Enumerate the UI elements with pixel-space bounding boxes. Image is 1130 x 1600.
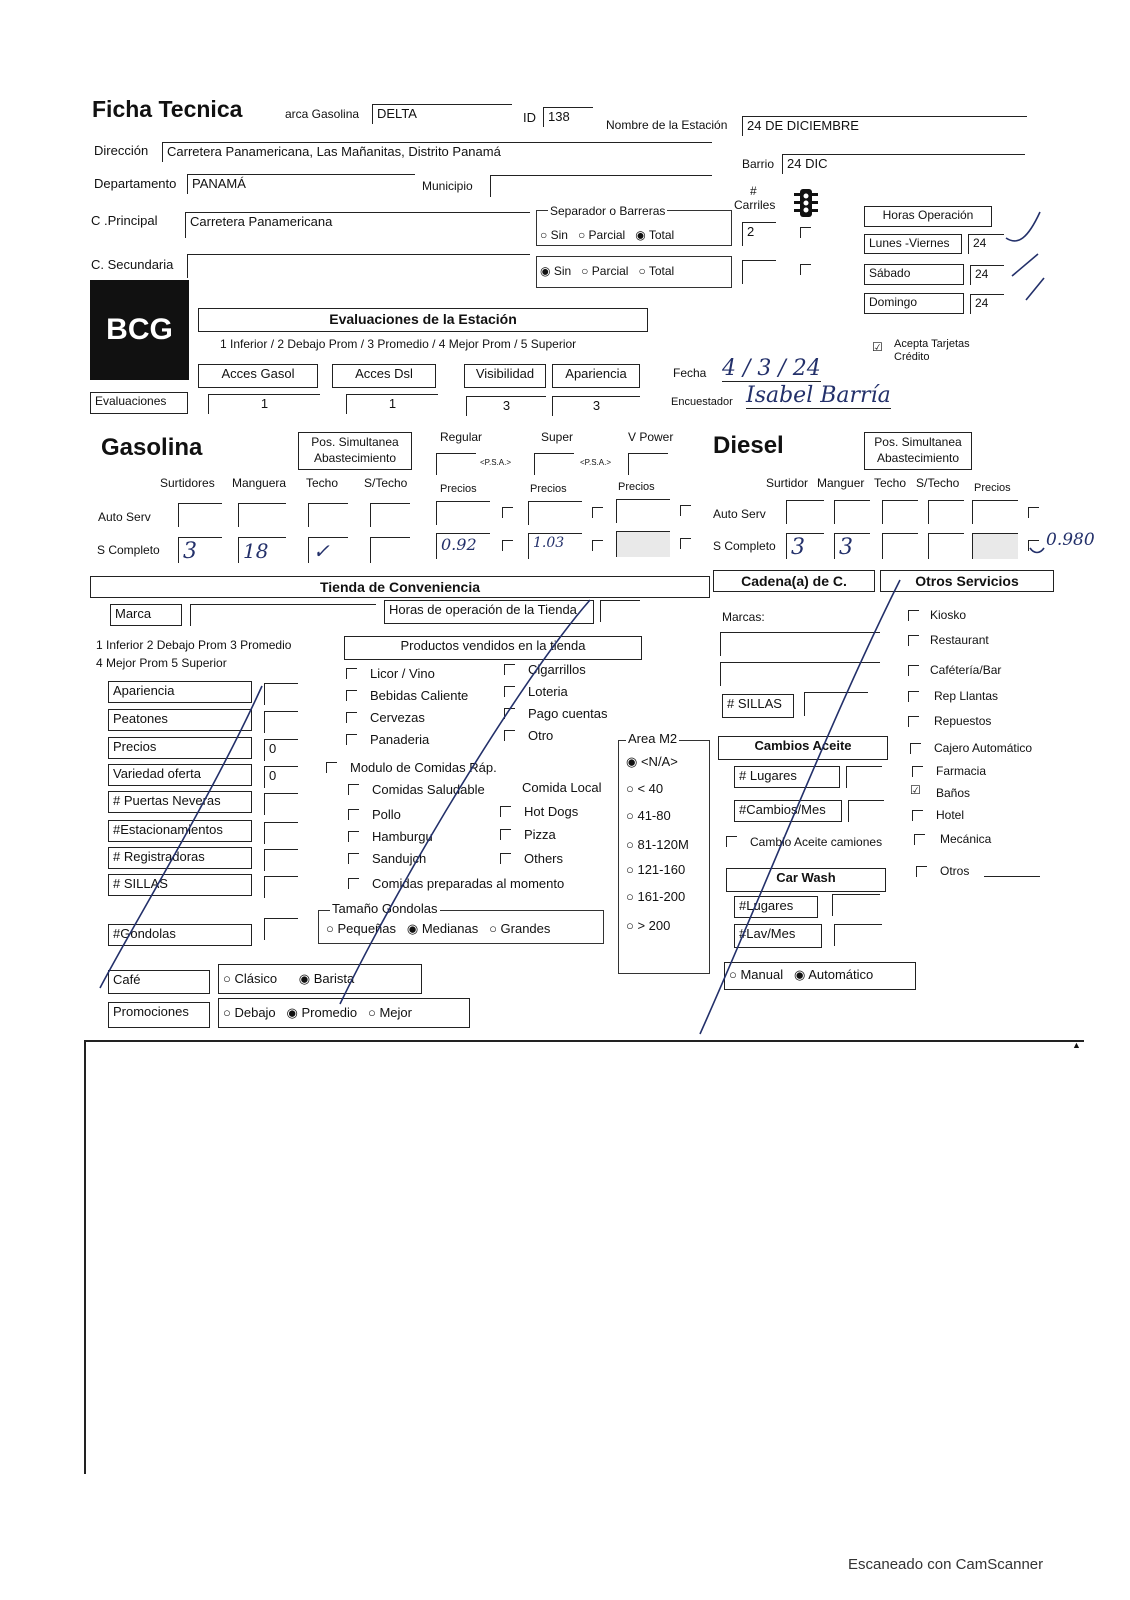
diesel-title: Diesel <box>713 432 784 459</box>
radio-pequenas[interactable]: ○ Pequeñas <box>326 921 397 936</box>
carriles-field-1[interactable]: 2 <box>742 222 776 246</box>
col-stecho: S/Techo <box>364 476 408 490</box>
cprincipal-label: C .Principal <box>91 213 158 228</box>
prod-panaderia: Panaderia <box>370 732 430 747</box>
direccion-field[interactable]: Carretera Panamericana, Las Mañanitas, Distrito Panamá <box>162 142 712 162</box>
departamento-field[interactable]: PANAMÁ <box>187 174 415 194</box>
psa-label-1: <P.S.A.> <box>480 458 511 467</box>
rating-puertas-label: # Puertas Neveras <box>108 791 252 813</box>
rating-precios-label: Precios <box>108 737 252 759</box>
rating-variedad-field[interactable]: 0 <box>264 766 298 788</box>
notes-marker: ▲ <box>1072 1040 1081 1050</box>
radio-barista[interactable]: ◉ Barista <box>298 971 355 986</box>
sabado-field[interactable]: 24 <box>970 265 1004 285</box>
eval-acces-gasol-label: Acces Gasol <box>198 364 318 388</box>
modulo-label: Modulo de Comidas Ráp. <box>350 760 497 775</box>
dsl-col-manguer: Manguer <box>817 476 865 490</box>
id-label: ID <box>523 110 536 125</box>
page-title: Ficha Tecnica <box>92 96 243 122</box>
otros-otros: Otros <box>940 864 970 878</box>
cambios-lugares-label: # Lugares <box>734 766 840 788</box>
municipio-label: Municipio <box>422 179 473 193</box>
otros-restaurant: Restaurant <box>930 633 989 647</box>
area-opt-80[interactable]: ○ 41-80 <box>626 808 671 823</box>
evaluaciones-row-label: Evaluaciones <box>90 392 188 414</box>
area-opt-40[interactable]: ○ < 40 <box>626 781 664 796</box>
regular-label: Regular <box>440 430 483 444</box>
horas-title: Horas Operación <box>864 206 992 227</box>
prod-bebidas: Bebidas Caliente <box>370 688 469 703</box>
rating-peatones-label: Peatones <box>108 709 252 731</box>
barrio-label: Barrio <box>742 157 775 171</box>
radio-parcial-2[interactable]: ○ Parcial <box>581 264 629 278</box>
estacion-field[interactable]: 24 DE DICIEMBRE <box>742 116 1027 136</box>
tienda-title: Tienda de Conveniencia <box>90 576 710 598</box>
prod-otro: Otro <box>528 728 554 743</box>
psa-label-2: <P.S.A.> <box>580 458 611 467</box>
dsl-precio-handwritten: 0.980 <box>1046 530 1095 550</box>
comida-sandujch: Sandujch <box>372 851 427 866</box>
col-techo: Techo <box>306 476 339 490</box>
otros-hotel: Hotel <box>936 808 965 822</box>
rating-apariencia-label: Apariencia <box>108 681 252 703</box>
otros-repuestos: Repuestos <box>934 714 992 728</box>
encuestador-label: Encuestador <box>671 396 733 408</box>
cafe-label: Café <box>108 970 210 994</box>
fecha-value[interactable]: 4 / 3 / 24 <box>722 356 821 381</box>
super-label: Super <box>541 430 574 444</box>
lunes-field[interactable]: 24 <box>968 234 1004 254</box>
radio-sin-2[interactable]: ◉ Sin <box>540 264 572 278</box>
evaluaciones-scale: 1 Inferior / 2 Debajo Prom / 3 Promedio / 4 Mejor Prom / 5 Superior <box>220 337 577 351</box>
comida-saludable: Comidas Saludable <box>372 782 485 797</box>
dsl-col-precios: Precios <box>974 482 1011 494</box>
prod-pago: Pago cuentas <box>528 706 608 721</box>
otros-banos: Baños <box>936 786 971 800</box>
barrio-field[interactable]: 24 DIC <box>782 154 1025 174</box>
cadena-title: Cadena(a) de C. <box>713 570 875 592</box>
gas-completo-techo[interactable]: ✓ <box>308 537 348 563</box>
prod-cigarrillos: Cigarrillos <box>528 662 586 677</box>
eval-visibilidad-field[interactable]: 3 <box>466 396 546 416</box>
col-manguera: Manguera <box>232 476 287 490</box>
tienda-scale-1: 1 Inferior 2 Debajo Prom 3 Promedio <box>96 638 292 652</box>
acepta-check[interactable]: ☑ <box>872 340 883 354</box>
separador-title: Separador o Barreras <box>550 204 666 218</box>
eval-apariencia-label: Apariencia <box>552 364 640 388</box>
cadena-sillas-label: # SILLAS <box>722 694 794 718</box>
dsl-col-stecho: S/Techo <box>916 476 960 490</box>
fecha-label: Fecha <box>673 366 707 380</box>
comida-others: Others <box>524 851 564 866</box>
marcas-label: Marcas: <box>722 610 765 624</box>
csecundaria-label: C. Secundaria <box>91 257 174 272</box>
tienda-scale-2: 4 Mejor Prom 5 Superior <box>96 656 227 670</box>
domingo-label: Domingo <box>864 293 964 314</box>
bcg-logo: BCG <box>90 280 189 380</box>
gas-completo-manguera[interactable]: 18 <box>238 537 286 563</box>
otros-farmacia: Farmacia <box>936 764 987 778</box>
gas-auto-label: Auto Serv <box>98 510 151 524</box>
tamano-title: Tamaño Gondolas <box>332 901 438 916</box>
radio-promedio[interactable]: ◉ Promedio <box>286 1005 358 1020</box>
area-opt-more[interactable]: ○ > 200 <box>626 918 671 933</box>
marca-label: arca Gasolina <box>285 107 360 121</box>
cambios-mes-label: #Cambios/Mes <box>734 800 842 822</box>
precios-vpower-label: Precios <box>618 481 655 493</box>
area-opt-200[interactable]: ○ 161-200 <box>626 889 686 904</box>
radio-clasico[interactable]: ○ Clásico <box>223 971 278 986</box>
otros-cajero: Cajero Automático <box>934 741 1033 755</box>
eval-apariencia-field[interactable]: 3 <box>552 396 640 416</box>
radio-debajo[interactable]: ○ Debajo <box>223 1005 276 1020</box>
domingo-field[interactable]: 24 <box>970 294 1004 314</box>
prod-cervezas: Cervezas <box>370 710 425 725</box>
otros-title: Otros Servicios <box>880 570 1054 592</box>
rating-precios-field[interactable]: 0 <box>264 739 298 761</box>
radio-total-1[interactable]: ◉ Total <box>635 228 675 242</box>
eval-acces-dsl-field[interactable]: 1 <box>346 394 438 414</box>
diesel-pos-label: Pos. Simultanea Abastecimiento <box>864 432 972 470</box>
carwash-title: Car Wash <box>726 868 886 892</box>
vpower-label: V Power <box>628 430 674 444</box>
radio-automatico[interactable]: ◉ Automático <box>793 967 874 982</box>
chk-banos[interactable]: ☑ <box>910 783 921 797</box>
gasolina-title: Gasolina <box>101 434 203 461</box>
comida-local-label: Comida Local <box>522 780 602 795</box>
cambios-title: Cambios Aceite <box>718 736 888 760</box>
dsl-completo-manguer[interactable]: 3 <box>834 533 870 559</box>
marca-field[interactable]: DELTA <box>372 104 512 124</box>
camscanner-watermark: Escaneado con CamScanner <box>848 1556 1044 1573</box>
eval-visibilidad-label: Visibilidad <box>464 364 546 388</box>
otros-kiosko: Kiosko <box>930 608 967 622</box>
carriles-label: Carriles <box>734 198 776 212</box>
precios-regular-label: Precios <box>440 483 477 495</box>
radio-manual[interactable]: ○ Manual <box>729 967 784 982</box>
carriles-hash: # <box>750 184 757 198</box>
prod-loteria: Loteria <box>528 684 568 699</box>
col-surtidores: Surtidores <box>160 476 215 490</box>
eval-acces-gasol-field[interactable]: 1 <box>208 394 320 414</box>
comida-hamburgu: Hamburgu <box>372 829 433 844</box>
radio-parcial-1[interactable]: ○ Parcial <box>577 228 626 242</box>
tienda-horas-label: Horas de operación de la Tienda <box>384 600 594 624</box>
camiones-label: Cambio Aceite camiones <box>750 835 883 849</box>
gas-completo-surtidores[interactable]: 3 <box>178 537 222 563</box>
evaluaciones-title: Evaluaciones de la Estación <box>198 308 648 332</box>
dsl-col-surtidor: Surtidor <box>766 476 809 490</box>
lunes-label: Lunes -Viernes <box>864 234 962 254</box>
departamento-label: Departamento <box>94 176 177 191</box>
otros-cafeteria: Cafétería/Bar <box>930 663 1002 677</box>
rating-gondolas-label: #Gondolas <box>108 924 252 946</box>
cw-lugares-label: #Lugares <box>734 896 818 918</box>
promo-label: Promociones <box>108 1002 210 1028</box>
radio-medianas[interactable]: ◉ Medianas <box>406 921 479 936</box>
area-opt-120[interactable]: ○ 81-120M <box>626 837 689 852</box>
area-opt-160[interactable]: ○ 121-160 <box>626 862 686 877</box>
rating-registradoras-label: # Registradoras <box>108 847 252 869</box>
comida-preparadas: Comidas preparadas al momento <box>372 876 565 891</box>
comida-pollo: Pollo <box>372 807 401 822</box>
rating-sillas-label: # SILLAS <box>108 874 252 896</box>
gas-completo-regular[interactable]: 0.92 <box>436 533 490 559</box>
acepta-label: Acepta Tarjetas Crédito <box>894 338 970 363</box>
dsl-auto-label: Auto Serv <box>713 507 766 521</box>
otros-mecanica: Mecánica <box>940 832 992 846</box>
precios-super-label: Precios <box>530 483 567 495</box>
radio-total-2[interactable]: ○ Total <box>638 264 675 278</box>
comida-hotdogs: Hot Dogs <box>524 804 579 819</box>
cprincipal-field[interactable]: Carretera Panamericana <box>185 212 530 238</box>
rating-estacionamientos-label: #Estacionamientos <box>108 820 252 842</box>
estacion-label: Nombre de la Estación <box>606 118 728 132</box>
eval-acces-dsl-label: Acces Dsl <box>332 364 436 388</box>
gasolina-pos-label: Pos. Simultanea Abastecimiento <box>298 432 412 470</box>
radio-mejor[interactable]: ○ Mejor <box>367 1005 412 1020</box>
gas-completo-super[interactable]: 1.03 <box>528 533 582 559</box>
radio-sin-1[interactable]: ○ Sin <box>540 228 568 242</box>
sabado-label: Sábado <box>864 264 964 285</box>
area-title: Area M2 <box>628 731 678 746</box>
productos-title: Productos vendidos en la tienda <box>344 636 642 660</box>
lav-mes-label: #Lav/Mes <box>734 924 822 948</box>
tienda-marca-label: Marca <box>110 604 182 626</box>
encuestador-value[interactable]: Isabel Barría <box>746 383 891 408</box>
dsl-col-techo: Techo <box>874 476 907 490</box>
area-opt-na[interactable]: ◉ <N/A> <box>626 754 678 769</box>
prod-licor: Licor / Vino <box>370 666 435 681</box>
id-field[interactable]: 138 <box>543 107 593 127</box>
direccion-label: Dirección <box>94 143 149 158</box>
gas-completo-label: S Completo <box>97 543 160 557</box>
dsl-completo-label: S Completo <box>713 539 776 553</box>
otros-rep-llantas: Rep Llantas <box>934 689 999 703</box>
radio-grandes[interactable]: ○ Grandes <box>489 921 551 936</box>
dsl-completo-surtidor[interactable]: 3 <box>786 533 824 559</box>
rating-variedad-label: Variedad oferta <box>108 764 252 786</box>
comida-pizza: Pizza <box>524 827 556 842</box>
